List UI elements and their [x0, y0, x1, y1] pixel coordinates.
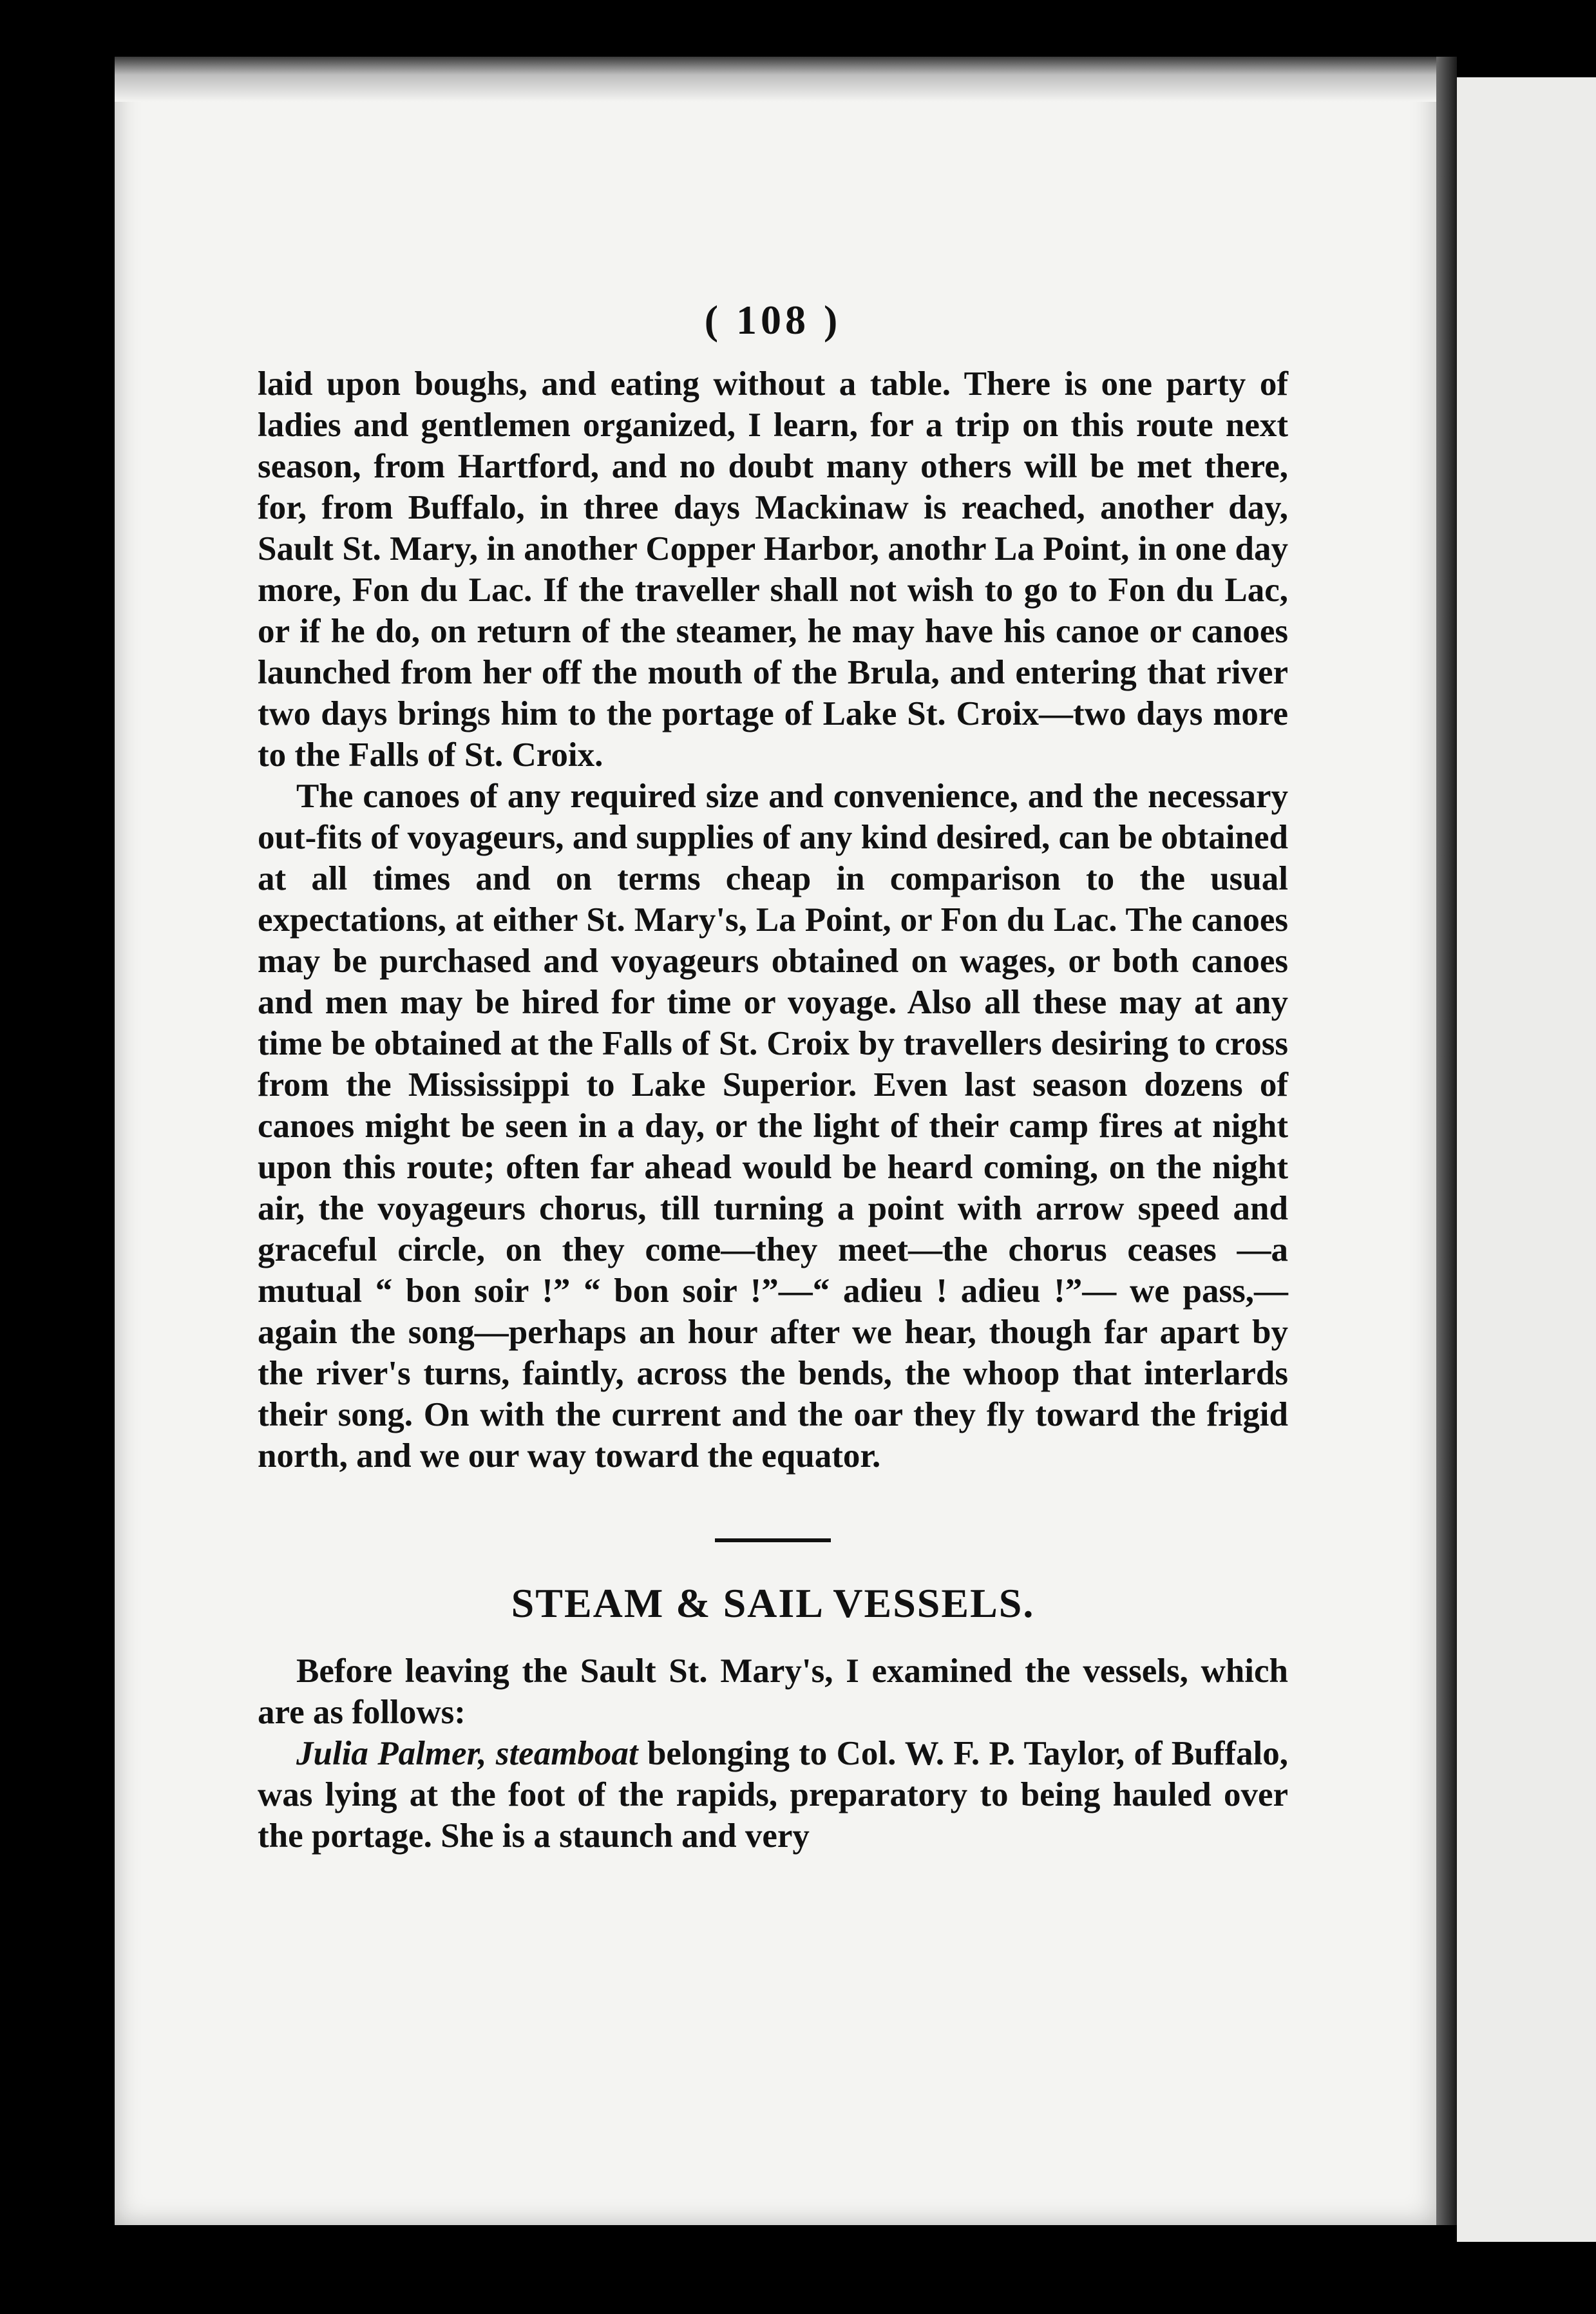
page-number: ( 108 )	[704, 297, 842, 343]
page-text	[258, 296, 1288, 1857]
page-fold	[1436, 57, 1457, 2225]
paragraph-3: Before leaving the Sault St. Mary's, I examined the vessels, which are as follows:	[258, 1652, 1288, 1731]
paragraph-2: The canoes of any required size and convenience, and the necessary out-fits of voyageurs, and supplies of any kind desired, can be obtained at all times and on terms cheap in comparison to the usual expectations, at either St. Mary's, La Point, or Fon du Lac. The canoes may be purchased and voyageurs obtained on wages, or both canoes and men may be hired for time or voyage. Also all these may at any time be obtained at the Falls of St. Croix by travellers desiring to cross from the Mississippi to Lake Superior. Even last season dozens of canoes might be seen in a day, or the light of their camp fires at night upon this route; often far ahead would be heard coming, on the night air, the voyageurs chorus, till turning a point with arrow speed and graceful circle, on they come—they meet—the chorus ceases —a mutual “ bon soir !” “ bon soir !”—“ adieu ! adieu !”— we pass,—again the song—perhaps an hour after we hear, though far apart by the river's turns, faintly, across the bends, the whoop that interlards their song. On with the current and the oar they fly toward the frigid north, and we our way toward the equator.	[258, 778, 1288, 1475]
adjacent-page	[1457, 77, 1596, 2242]
page-top-edge	[115, 57, 1436, 102]
section-heading: STEAM & SAIL VESSELS.	[511, 1580, 1035, 1626]
vessel-name: Julia Palmer, steamboat	[296, 1735, 638, 1772]
paragraph-4	[258, 1733, 1288, 1857]
paragraph-1: laid upon boughs, and eating without a table. There is one party of ladies and gentlemen organized, I learn, for a trip on this route next season, from Hartford, and no doubt many others will be met there, for, from Buffalo, in three days Mackinaw is reached, another day, Sault St. Mary, in another Copper Harbor, anothr La Point, in one day more, Fon du Lac. If the traveller shall not wish to go to Fon du Lac, or if he do, on return of the steamer, he may have his canoe or canoes launched from her off the mouth of the Brula, and entering that river two days brings him to the portage of Lake St. Croix—two days more to the Falls of St. Croix.	[258, 365, 1288, 774]
paragraph-4-text: belonging to Col. W. F. P. Taylor, of Buffalo, was lying at the foot of the rapids, preparatory to being hauled over the portage. She is a staunch and very	[258, 1735, 1288, 1855]
section-rule	[715, 1538, 831, 1542]
